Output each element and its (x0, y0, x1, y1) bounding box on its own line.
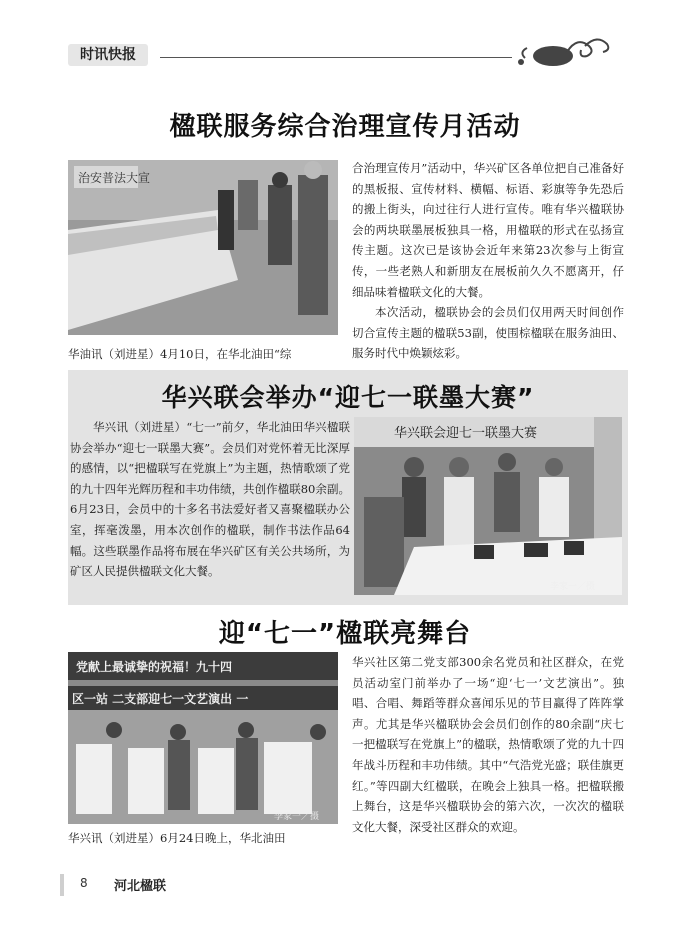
cloud-ornament-icon (515, 32, 615, 74)
article3-photo (68, 652, 338, 824)
article3-photo-credit: 李家一／摄 (274, 812, 320, 822)
article2-title: 华兴联会举办“迎七一联墨大赛” (161, 383, 535, 412)
article3-title: 迎“七一”楹联亮舞台 (218, 619, 472, 649)
page-number: 8 (80, 876, 88, 890)
article1-paragraph: 合治理宣传月”活动中，华兴矿区各单位把自己准备好的黑板报、宣传材料、横幅、标语、彩旗等争先恐后的搬上街头，向过往行人进行宣传。唯有华兴楹联协会的两块联墨展板独具一格，用楹联的形式在弘扬宣传主题。这次已是该协会近年来第23次参与上街宣传，一些老熟人和新朋友在展板前久久不愿离开，仔细品味着楹联文化的大餐。 (352, 161, 624, 299)
article1-body (352, 158, 624, 364)
article1-title: 楹联服务综合治理宣传月活动 (169, 112, 521, 142)
article1-caption: 华油讯（刘进星）4月10日，在华北油田“综 (68, 347, 292, 361)
article2-banner-text: 华兴联会迎七一联墨大赛 (394, 426, 538, 441)
publication-name: 河北楹联 (114, 879, 167, 894)
article1-paragraph-2: 本次活动，楹联协会的会员们仅用两天时间创作切合宣传主题的楹联53副，使围棕楹联在服务油田、服务时代中焕颖炫彩。 (352, 305, 624, 361)
article3-banner-top: 党献上最诚挚的祝福！九十四 (76, 660, 233, 674)
header-rule (160, 57, 512, 58)
footer-bar (60, 874, 64, 896)
article1-photo (68, 160, 338, 335)
article1-sign-text: 治安普法大宣 (78, 171, 151, 185)
article3-banner-bottom: 区一站 二支部迎七一文艺演出 一 (72, 692, 249, 706)
article3-body: 华兴社区第二党支部300余名党员和社区群众，在党员活动室门前举办了一场“迎‘七一’文艺演出”。独唱、合唱、舞蹈等群众喜闻乐见的节目赢得了阵阵掌声。尤其是华兴楹联协会会员们创作的80余副“庆七一把楹联写在党旗上”的楹联，热情歌颂了党的九十四年战斗历程和丰功伟绩。其中“气浩党光盛；联佳旗更红。”等四副大红楹联，在晚会上独具一格。把楹联搬上舞台，这是华兴楹联协会的第六次，一次次的楹联文化大餐，深受社区群众的欢迎。 (352, 655, 624, 834)
article3-caption: 华兴讯（刘进星）6月24日晚上，华北油田 (68, 831, 286, 845)
article2-photo (354, 417, 622, 595)
article2-photo-credit: 李家一／摄 (550, 582, 596, 592)
section-tag: 时讯快报 (68, 44, 148, 66)
article2-body: 华兴讯（刘进星）“七一”前夕，华北油田华兴楹联协会举办“迎七一联墨大赛”。会员们对党怀着无比深厚的感情，以“把楹联写在党旗上”为主题，热情歌颂了党的九十四年光辉历程和丰功伟绩，共创作楹联80余副。6月23日，会员中的十多名书法爱好者又喜聚楹联办公室，挥毫泼墨，用本次创作的楹联，制作书法作品64幅。这些联墨作品将布展在华兴矿区有关公共场所，为矿区人民提供楹联文化大餐。 (70, 420, 350, 579)
